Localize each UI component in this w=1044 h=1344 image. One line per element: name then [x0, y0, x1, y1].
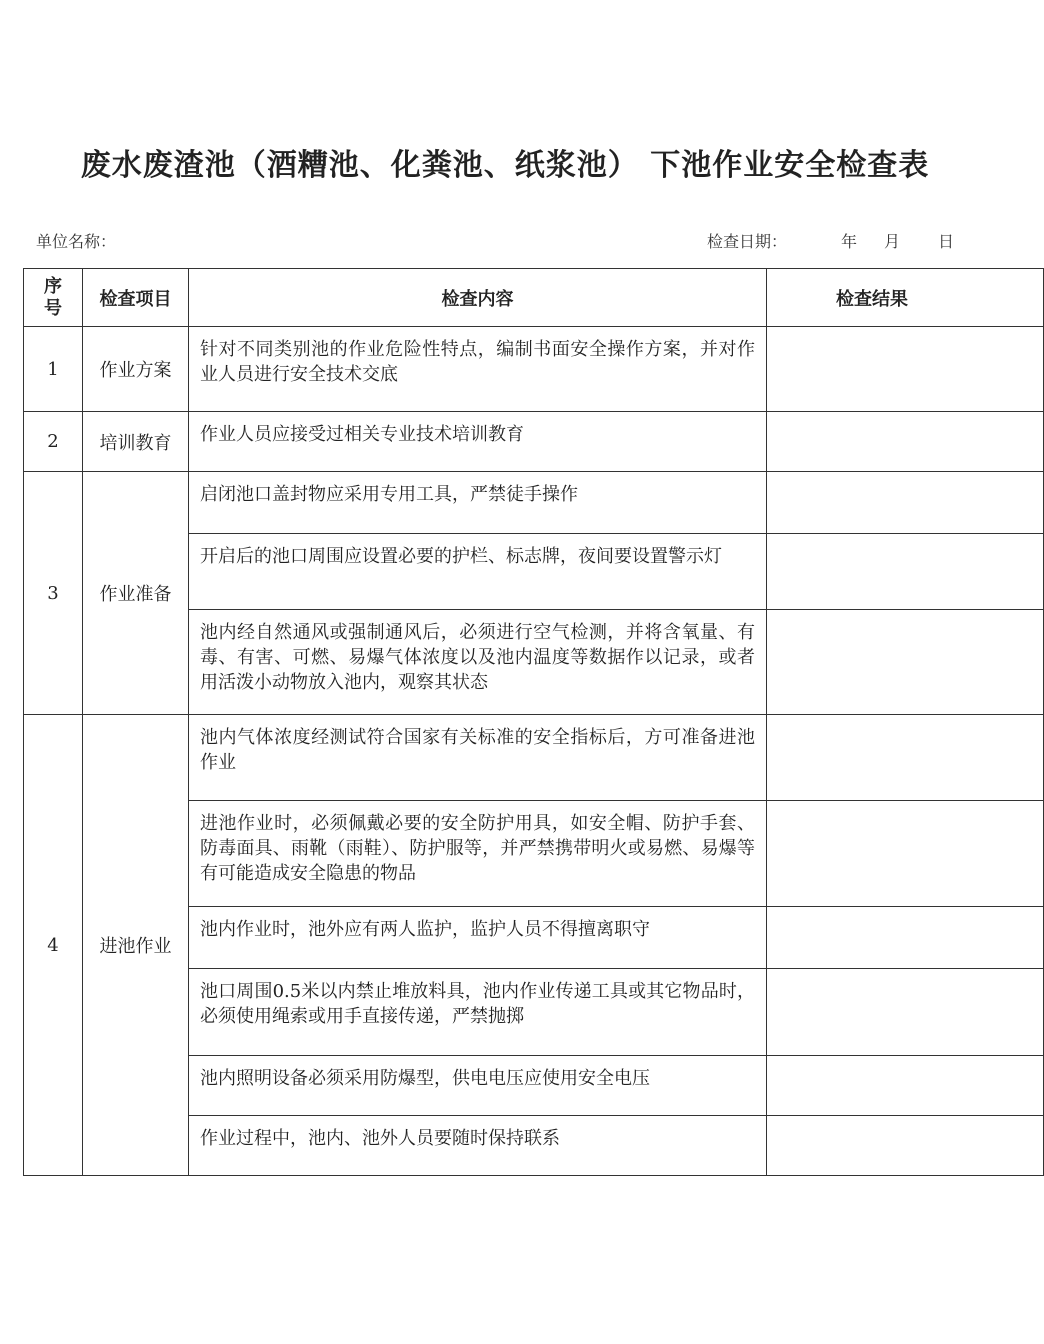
row-result-cell[interactable]	[767, 1116, 1044, 1176]
row-no: 2	[24, 412, 83, 472]
row-result-cell[interactable]	[767, 907, 1044, 969]
date-day: 日	[938, 232, 955, 251]
row-result-cell[interactable]	[767, 327, 1044, 412]
date-year: 年	[841, 232, 858, 251]
row-content: 作业过程中，池内、池外人员要随时保持联系	[189, 1116, 767, 1176]
header-no-line1: 序	[44, 275, 62, 297]
table-header-row	[24, 269, 1044, 327]
row-content: 池口周围0.5米以内禁止堆放料具，池内作业传递工具或其它物品时，必须使用绳索或用手直接传递，严禁抛掷	[189, 969, 767, 1056]
page-title: 废水废渣池（酒糟池、化粪池、纸浆池） 下池作业安全检查表	[80, 148, 930, 183]
row-result-cell[interactable]	[767, 472, 1044, 534]
check-date	[707, 229, 954, 252]
header-result: 检查结果	[767, 269, 1044, 327]
inspection-table	[23, 268, 1044, 1176]
check-date-label: 检查日期：	[707, 232, 788, 251]
row-result-cell[interactable]	[767, 412, 1044, 472]
row-content: 开启后的池口周围应设置必要的护栏、标志牌，夜间要设置警示灯	[189, 534, 767, 610]
table-row	[24, 472, 1044, 534]
row-content: 作业人员应接受过相关专业技术培训教育	[189, 412, 767, 472]
header-no-line2: 号	[44, 297, 62, 319]
row-result-cell[interactable]	[767, 715, 1044, 801]
header-item: 检查项目	[83, 269, 189, 327]
row-result-cell[interactable]	[767, 610, 1044, 715]
row-result-cell[interactable]	[767, 969, 1044, 1056]
table-row	[24, 412, 1044, 472]
row-content: 进池作业时，必须佩戴必要的安全防护用具，如安全帽、防护手套、防毒面具、雨靴（雨鞋）、防护服等，并严禁携带明火或易燃、易爆等有可能造成安全隐患的物品	[189, 801, 767, 907]
row-content: 池内经自然通风或强制通风后，必须进行空气检测，并将含氧量、有毒、有害、可燃、易爆气体浓度以及池内温度等数据作以记录，或者用活泼小动物放入池内，观察其状态	[189, 610, 767, 715]
table-row	[24, 715, 1044, 801]
row-item: 作业方案	[83, 327, 189, 412]
row-item: 作业准备	[83, 472, 189, 715]
row-no: 3	[24, 472, 83, 715]
row-result-cell[interactable]	[767, 1056, 1044, 1116]
date-month: 月	[884, 232, 901, 251]
row-content: 启闭池口盖封物应采用专用工具，严禁徒手操作	[189, 472, 767, 534]
header-no	[24, 269, 83, 327]
row-result-cell[interactable]	[767, 801, 1044, 907]
row-item: 进池作业	[83, 715, 189, 1176]
header-content: 检查内容	[189, 269, 767, 327]
row-content: 池内照明设备必须采用防爆型，供电电压应使用安全电压	[189, 1056, 767, 1116]
row-no: 1	[24, 327, 83, 412]
row-result-cell[interactable]	[767, 534, 1044, 610]
row-item: 培训教育	[83, 412, 189, 472]
row-content: 池内作业时，池外应有两人监护，监护人员不得擅离职守	[189, 907, 767, 969]
row-content: 池内气体浓度经测试符合国家有关标准的安全指标后，方可准备进池作业	[189, 715, 767, 801]
row-content: 针对不同类别池的作业危险性特点，编制书面安全操作方案，并对作业人员进行安全技术交底	[189, 327, 767, 412]
table-row	[24, 327, 1044, 412]
row-no: 4	[24, 715, 83, 1176]
unit-name-label: 单位名称：	[36, 232, 117, 251]
